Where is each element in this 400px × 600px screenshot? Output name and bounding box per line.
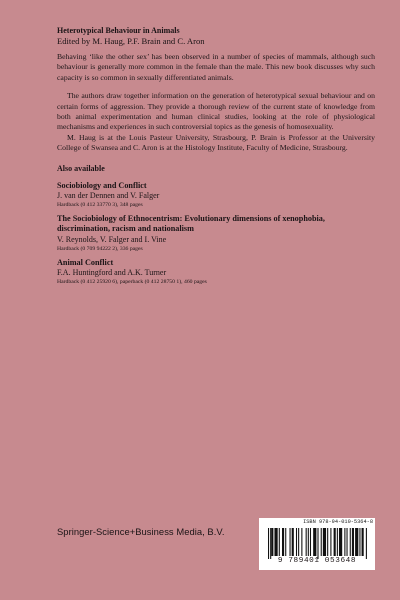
book-title: Heterotypical Behaviour in Animals	[57, 26, 180, 35]
related-book-title: Sociobiology and Conflict	[57, 180, 147, 190]
publisher-name: Springer-Science+Business Media, B.V.	[57, 526, 225, 537]
barcode-bar	[290, 528, 291, 556]
barcode-bar	[282, 528, 284, 556]
description-paragraph-2: The authors draw together information on the generation of heterotypical sexual behaviour and on certain forms of aggression. They provide a thorough review of the current state of knowledge from both animal experimentation and human clinical studies, looking at the role of physiological mechanisms and experiences in such controversial topics as the genesis of homosexuality.	[57, 91, 375, 132]
description-paragraph-1: Behaving ‘like the other sex’ has been observed in a number of species of mammals, although such behaviour is generally more common in the female than the male. This new book discusses why such capacity is so common in sexually differentiated animals.	[57, 52, 375, 82]
barcode-bar	[362, 528, 364, 556]
cover-text-block	[57, 26, 375, 291]
barcode-bar	[296, 528, 297, 556]
related-book-authors: F.A. Huntingford and A.K. Turner	[57, 268, 167, 278]
paragraph-gap	[57, 83, 375, 91]
barcode-bar	[323, 528, 326, 556]
barcode-bar	[350, 528, 351, 556]
barcode-bar	[306, 528, 307, 556]
barcode-bar	[327, 528, 328, 556]
barcode-bar	[346, 528, 347, 556]
book-editors: Edited by M. Haug, P.F. Brain and C. Aron	[57, 36, 205, 46]
barcode-bar	[308, 528, 309, 556]
related-book-details: Hardback (0 412 33770 3), 348 pages	[57, 202, 143, 209]
barcode-bar	[334, 528, 336, 556]
barcode-bar	[279, 528, 280, 556]
related-book-details: Hardback (0 709 94222 2), 336 pages	[57, 245, 143, 252]
barcode-bar	[298, 528, 299, 556]
author-affiliations: M. Haug is at the Louis Pasteur University, Strasbourg, P. Brain is Professor at the University College of Swansea and C. Aron is at the Histology Institute, Faculty of Medicine, Strasbourg.	[57, 132, 375, 153]
barcode-bar	[317, 528, 318, 559]
barcode-bar	[268, 528, 269, 559]
barcode-bar	[321, 528, 322, 556]
barcode-bar	[313, 528, 316, 556]
barcode-bar	[355, 528, 358, 556]
barcode-bar	[285, 528, 286, 556]
related-book-title: Animal Conflict	[57, 257, 114, 267]
barcode-bar	[292, 528, 294, 556]
related-book-details: Hardback (0 412 25920 6), paperback (0 412 28750 1), 460 pages	[57, 279, 207, 286]
barcode-bar	[337, 528, 338, 556]
related-book	[57, 214, 375, 253]
barcode-bar	[270, 528, 271, 559]
related-book-title: The Sociobiology of Ethnocentrism: Evolutionary dimensions of xenophobia, discrimination, racism and nationalism	[57, 214, 325, 234]
related-book	[57, 181, 375, 209]
barcode-bar	[344, 528, 345, 556]
isbn-number: ISBN 978-94-010-5364-8	[303, 519, 373, 525]
related-book-authors: V. Reynolds, V. Falger and I. Vine	[57, 234, 167, 244]
barcode-graphic	[268, 528, 368, 559]
barcode-bar	[310, 528, 311, 556]
barcode-bar	[352, 528, 354, 556]
barcode-bar	[366, 528, 367, 559]
related-book-authors: J. van der Dennen and V. Falger	[57, 191, 160, 201]
barcode-bar	[271, 528, 273, 556]
barcode-bar	[359, 528, 360, 556]
barcode-bar	[330, 528, 331, 556]
also-available-heading: Also available	[57, 163, 105, 173]
related-book	[57, 258, 375, 286]
barcode-bar	[274, 528, 277, 556]
barcode-label	[259, 518, 375, 570]
barcode-digits: 9 789401 053648	[277, 557, 357, 565]
barcode-bar	[339, 528, 342, 556]
barcode-bar	[301, 528, 302, 556]
